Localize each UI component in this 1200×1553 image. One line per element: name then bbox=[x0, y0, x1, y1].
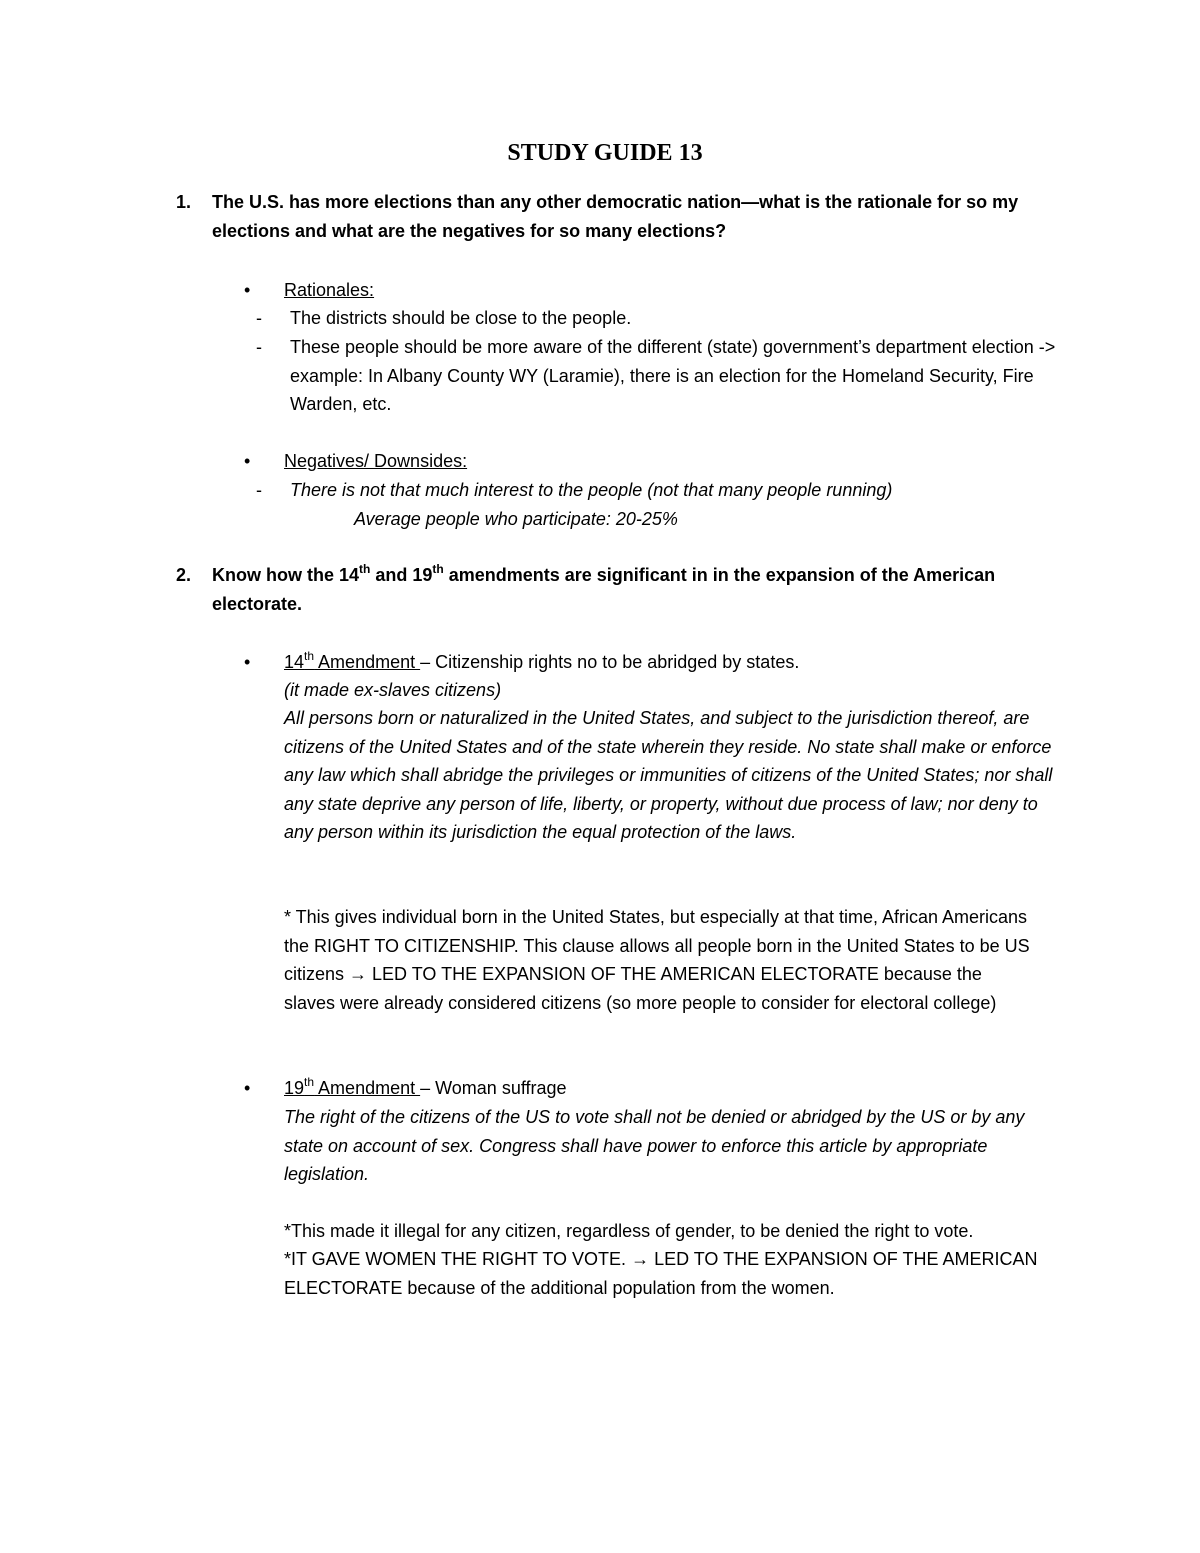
question-text: Know how the 14th and 19th amendments are significant in in the expansion of the American electorate. bbox=[212, 562, 996, 614]
rationale-text: These people should be more aware of the different (state) government’s department election -> example: In Albany County WY (Laramie), there is an election for the Homeland Security, Fire Warden, etc. bbox=[290, 337, 1056, 414]
negative-text: There is not that much interest to the people (not that many people running) bbox=[290, 480, 893, 500]
rationales-label: Rationales: bbox=[284, 280, 375, 300]
amendment-14-explanation: * This gives individual born in the United States, but especially at that time, African Americans the RIGHT TO CITIZENSHIP. This clause allows all people born in the United States to be US citizens → LED TO THE EXPANSION OF THE AMERICAN ELECTORATE because the slaves were already considered citizens (so more people to consider for electoral college) bbox=[284, 907, 1030, 1013]
negative-item-1 bbox=[256, 476, 1056, 505]
amendment-19-quote: The right of the citizens of the US to vote shall not be denied or abridged by the US or by any state on account of sex. Congress shall have power to enforce this article by appropriate legislation. bbox=[284, 1107, 1025, 1184]
bullet-icon: • bbox=[244, 451, 251, 471]
amendment-19-explanation-1: *This made it illegal for any citizen, regardless of gender, to be denied the right to vote. bbox=[284, 1221, 974, 1241]
amendment-19-label: 19th Amendment bbox=[284, 1075, 421, 1098]
page-title: STUDY GUIDE 13 bbox=[507, 140, 703, 166]
arrow-right-icon: → bbox=[631, 1249, 650, 1269]
rationale-text: The districts should be close to the people. bbox=[290, 308, 632, 328]
rationales-bullet bbox=[244, 276, 1074, 305]
bullet-icon: • bbox=[244, 1078, 251, 1098]
dash-icon: - bbox=[256, 308, 262, 328]
negatives-label: Negatives/ Downsides: bbox=[284, 451, 468, 471]
amendment-14-label: 14th Amendment bbox=[284, 649, 421, 672]
dash-icon: - bbox=[256, 480, 262, 500]
question-number: 2. bbox=[176, 565, 192, 585]
bullet-icon: • bbox=[244, 652, 251, 672]
bullet-icon: • bbox=[244, 280, 251, 300]
amendment-14-note: (it made ex-slaves citizens) bbox=[284, 680, 502, 700]
negative-subtext: Average people who participate: 20-25% bbox=[354, 509, 678, 529]
dash-icon: - bbox=[256, 337, 262, 357]
arrow-right-icon: → bbox=[349, 964, 368, 984]
amendment-14-quote: All persons born or naturalized in the United States, and subject to the jurisdiction thereof, are citizens of the United States and of the state wherein they reside. No state shall make or enforce any law which shall abridge the privileges or immunities of citizens of the United States; nor shall any state deprive any person of life, liberty, or property, without due process of law; nor deny to any person within its jurisdiction the equal protection of the laws. bbox=[284, 708, 1053, 842]
amendment-14-bullet bbox=[244, 648, 1074, 677]
amendment-19-bullet bbox=[244, 1074, 1074, 1103]
amendment-19-explanation-2: *IT GAVE WOMEN THE RIGHT TO VOTE. → LED TO THE EXPANSION OF THE AMERICAN ELECTORATE because of the additional population from the women. bbox=[284, 1249, 1038, 1298]
amendment-14-heading: 14th Amendment – Citizenship rights no to be abridged by states. bbox=[284, 649, 800, 672]
rationale-item-1 bbox=[256, 304, 1056, 333]
question-text: The U.S. has more elections than any other democratic nation—what is the rationale for so my elections and what are the negatives for so many elections? bbox=[212, 192, 1019, 241]
negatives-bullet bbox=[244, 447, 1074, 476]
question-2 bbox=[176, 561, 1056, 618]
question-number: 1. bbox=[176, 192, 192, 212]
rationale-item-2 bbox=[256, 333, 1056, 419]
question-1 bbox=[176, 188, 1056, 245]
amendment-19-heading: 19th Amendment – Woman suffrage bbox=[284, 1075, 567, 1098]
